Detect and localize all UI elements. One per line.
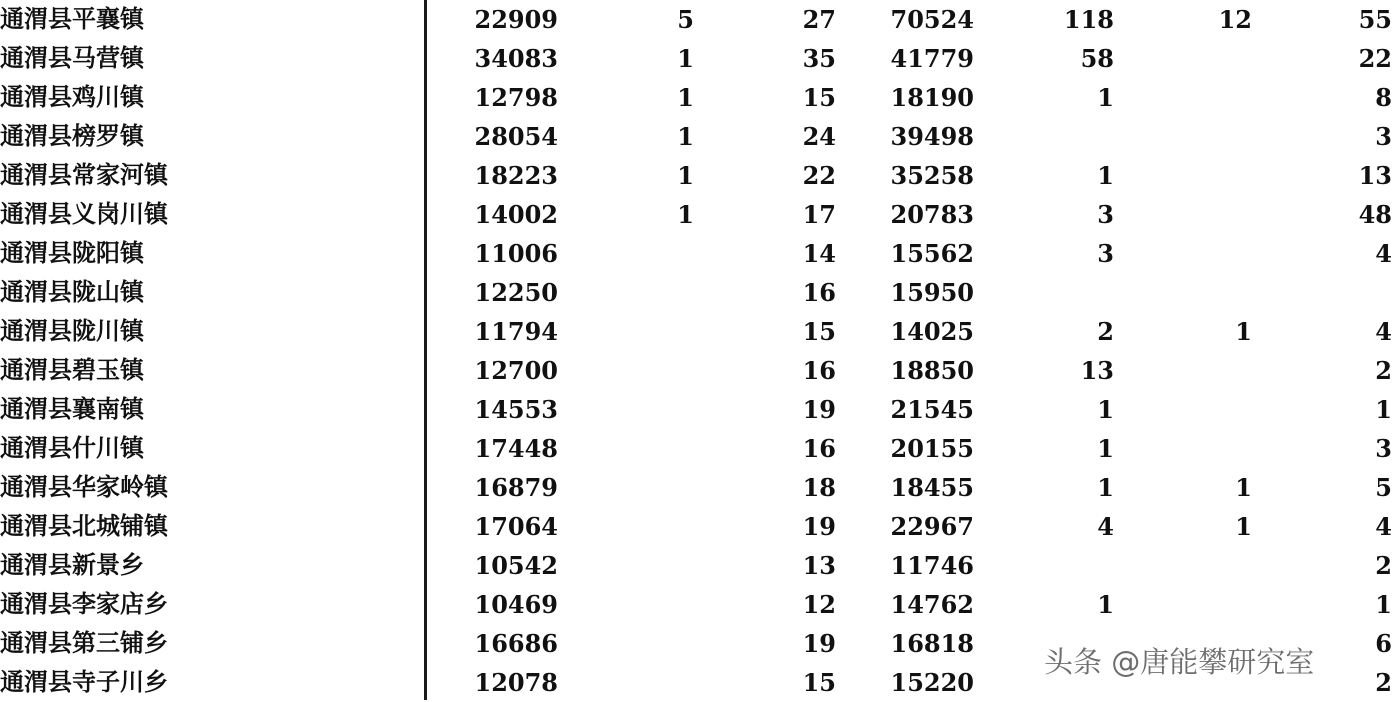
value-cell-col-1: 10542 [474, 551, 558, 580]
value-cell-col-7: 3 [1375, 122, 1392, 151]
value-cell-col-4: 16818 [890, 629, 974, 658]
value-cell-col-2 [558, 507, 694, 546]
region-name-cell: 通渭县常家河镇 [0, 161, 168, 189]
value-cell-col-1: 12700 [474, 356, 558, 385]
value-cell-col-7: 1 [1375, 590, 1392, 619]
region-name-cell: 通渭县什川镇 [0, 434, 144, 462]
value-cell-col-1: 10469 [474, 590, 558, 619]
value-cell-col-6 [1114, 78, 1252, 117]
value-cell-col-5: 3 [1097, 239, 1114, 268]
value-cell-col-4: 14762 [890, 590, 974, 619]
value-cell-col-6 [1114, 234, 1252, 273]
value-cell-col-6 [1114, 39, 1252, 78]
value-cell-col-1: 12078 [474, 668, 558, 697]
value-cell-col-2 [558, 234, 694, 273]
value-cell-col-6: 1 [1235, 317, 1252, 346]
value-cell-col-5: 1 [1097, 395, 1114, 424]
watermark: 头条 @唐能攀研究室 [1044, 645, 1315, 679]
value-cell-col-5: 4 [1097, 512, 1114, 541]
value-cell-col-6 [1114, 195, 1252, 234]
table-row [0, 351, 1392, 390]
region-name-cell: 通渭县陇阳镇 [0, 239, 144, 267]
region-name-cell: 通渭县陇川镇 [0, 317, 144, 345]
table-row [0, 390, 1392, 429]
value-cell-col-6: 1 [1235, 512, 1252, 541]
value-cell-col-6 [1114, 156, 1252, 195]
value-cell-col-5 [974, 546, 1114, 585]
value-cell-col-7: 8 [1375, 83, 1392, 112]
table-row [0, 39, 1392, 78]
column-divider [424, 0, 427, 700]
value-cell-col-6 [1114, 117, 1252, 156]
table-row [0, 234, 1392, 273]
value-cell-col-1: 22909 [474, 5, 558, 34]
value-cell-col-5: 2 [1097, 317, 1114, 346]
value-cell-col-6: 1 [1235, 473, 1252, 502]
value-cell-col-7: 48 [1358, 200, 1392, 229]
value-cell-col-2 [558, 624, 694, 663]
value-cell-col-2 [558, 546, 694, 585]
value-cell-col-5: 1 [1097, 473, 1114, 502]
value-cell-col-2 [558, 390, 694, 429]
value-cell-col-2: 1 [677, 83, 694, 112]
value-cell-col-7: 2 [1375, 356, 1392, 385]
value-cell-col-3: 22 [802, 161, 836, 190]
value-cell-col-2 [558, 663, 694, 702]
value-cell-col-3: 14 [802, 239, 836, 268]
value-cell-col-7: 22 [1358, 44, 1392, 73]
value-cell-col-3: 15 [802, 83, 836, 112]
value-cell-col-1: 16686 [474, 629, 558, 658]
value-cell-col-1: 11006 [474, 239, 558, 268]
value-cell-col-2: 1 [677, 200, 694, 229]
value-cell-col-4: 39498 [890, 122, 974, 151]
value-cell-col-1: 34083 [474, 44, 558, 73]
value-cell-col-4: 21545 [890, 395, 974, 424]
value-cell-col-3: 16 [802, 278, 836, 307]
value-cell-col-4: 22967 [890, 512, 974, 541]
region-name-cell: 通渭县义岗川镇 [0, 200, 168, 228]
value-cell-col-1: 11794 [474, 317, 558, 346]
value-cell-col-3: 19 [802, 629, 836, 658]
value-cell-col-4: 14025 [890, 317, 974, 346]
value-cell-col-5: 3 [1097, 200, 1114, 229]
value-cell-col-6 [1114, 390, 1252, 429]
value-cell-col-2: 1 [677, 161, 694, 190]
region-name-cell: 通渭县榜罗镇 [0, 122, 144, 150]
value-cell-col-7: 3 [1375, 434, 1392, 463]
value-cell-col-7: 55 [1358, 5, 1392, 34]
value-cell-col-4: 15220 [890, 668, 974, 697]
value-cell-col-6 [1114, 546, 1252, 585]
value-cell-col-4: 11746 [890, 551, 974, 580]
value-cell-col-7: 13 [1358, 161, 1392, 190]
value-cell-col-1: 17064 [474, 512, 558, 541]
value-cell-col-3: 15 [802, 668, 836, 697]
value-cell-col-4: 15562 [890, 239, 974, 268]
value-cell-col-7: 1 [1375, 395, 1392, 424]
region-name-cell: 通渭县平襄镇 [0, 5, 144, 33]
value-cell-col-5: 13 [1080, 356, 1114, 385]
value-cell-col-1: 12798 [474, 83, 558, 112]
region-name-cell: 通渭县马营镇 [0, 44, 144, 72]
value-cell-col-7: 5 [1375, 473, 1392, 502]
value-cell-col-1: 14553 [474, 395, 558, 424]
value-cell-col-1: 17448 [474, 434, 558, 463]
value-cell-col-6 [1114, 585, 1252, 624]
value-cell-col-5 [974, 273, 1114, 312]
value-cell-col-5: 58 [1080, 44, 1114, 73]
value-cell-col-5: 1 [1097, 590, 1114, 619]
value-cell-col-2: 1 [677, 122, 694, 151]
value-cell-col-3: 27 [802, 5, 836, 34]
value-cell-col-3: 18 [802, 473, 836, 502]
region-name-cell: 通渭县第三铺乡 [0, 629, 168, 657]
value-cell-col-4: 41779 [890, 44, 974, 73]
value-cell-col-7: 2 [1375, 668, 1392, 697]
table-row [0, 585, 1392, 624]
value-cell-col-2: 1 [677, 44, 694, 73]
value-cell-col-4: 18850 [890, 356, 974, 385]
value-cell-col-4: 18190 [890, 83, 974, 112]
value-cell-col-5: 1 [1097, 83, 1114, 112]
value-cell-col-2 [558, 585, 694, 624]
value-cell-col-5: 1 [1097, 434, 1114, 463]
value-cell-col-4: 70524 [890, 5, 974, 34]
value-cell-col-3: 19 [802, 395, 836, 424]
value-cell-col-3: 13 [802, 551, 836, 580]
value-cell-col-1: 28054 [474, 122, 558, 151]
value-cell-col-1: 12250 [474, 278, 558, 307]
value-cell-col-7: 4 [1375, 512, 1392, 541]
value-cell-col-2 [558, 273, 694, 312]
value-cell-col-4: 15950 [890, 278, 974, 307]
value-cell-col-2 [558, 312, 694, 351]
value-cell-col-4: 35258 [890, 161, 974, 190]
table-row [0, 78, 1392, 117]
value-cell-col-5: 118 [1063, 5, 1114, 34]
value-cell-col-1: 18223 [474, 161, 558, 190]
region-name-cell: 通渭县华家岭镇 [0, 473, 168, 501]
region-name-cell: 通渭县碧玉镇 [0, 356, 144, 384]
table-row [0, 156, 1392, 195]
value-cell-col-3: 15 [802, 317, 836, 346]
table-row [0, 0, 1392, 39]
region-name-cell: 通渭县李家店乡 [0, 590, 168, 618]
table-row [0, 195, 1392, 234]
value-cell-col-1: 14002 [474, 200, 558, 229]
table-row [0, 468, 1392, 507]
value-cell-col-3: 24 [802, 122, 836, 151]
value-cell-col-7: 2 [1375, 551, 1392, 580]
value-cell-col-2 [558, 351, 694, 390]
value-cell-col-7: 4 [1375, 317, 1392, 346]
table-row [0, 429, 1392, 468]
value-cell-col-7: 6 [1375, 629, 1392, 658]
region-name-cell: 通渭县新景乡 [0, 551, 144, 579]
value-cell-col-3: 17 [802, 200, 836, 229]
value-cell-col-4: 20155 [890, 434, 974, 463]
value-cell-col-5 [974, 117, 1114, 156]
table-row [0, 273, 1392, 312]
region-name-cell: 通渭县陇山镇 [0, 278, 144, 306]
table-row [0, 117, 1392, 156]
value-cell-col-6 [1114, 351, 1252, 390]
value-cell-col-6 [1114, 273, 1252, 312]
region-name-cell: 通渭县鸡川镇 [0, 83, 144, 111]
value-cell-col-4: 20783 [890, 200, 974, 229]
region-name-cell: 通渭县寺子川乡 [0, 668, 168, 696]
value-cell-col-7 [1252, 273, 1392, 312]
table-row [0, 507, 1392, 546]
value-cell-col-3: 35 [802, 44, 836, 73]
value-cell-col-1: 16879 [474, 473, 558, 502]
region-name-cell: 通渭县襄南镇 [0, 395, 144, 423]
value-cell-col-6 [1114, 429, 1252, 468]
value-cell-col-4: 18455 [890, 473, 974, 502]
table-row [0, 546, 1392, 585]
value-cell-col-5: 1 [1097, 161, 1114, 190]
value-cell-col-6: 12 [1218, 5, 1252, 34]
value-cell-col-3: 16 [802, 356, 836, 385]
value-cell-col-2 [558, 468, 694, 507]
value-cell-col-3: 19 [802, 512, 836, 541]
table-row [0, 312, 1392, 351]
value-cell-col-3: 12 [802, 590, 836, 619]
region-name-cell: 通渭县北城铺镇 [0, 512, 168, 540]
value-cell-col-7: 4 [1375, 239, 1392, 268]
value-cell-col-2: 5 [677, 5, 694, 34]
value-cell-col-2 [558, 429, 694, 468]
value-cell-col-3: 16 [802, 434, 836, 463]
